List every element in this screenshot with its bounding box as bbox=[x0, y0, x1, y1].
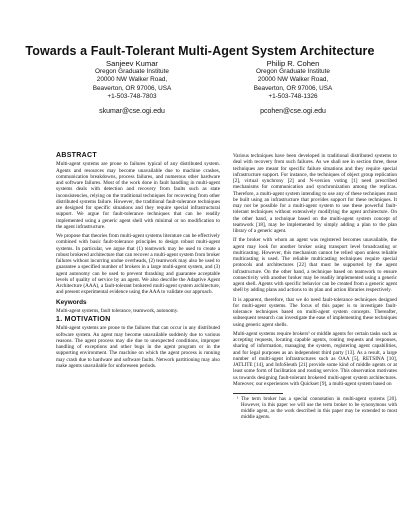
author-city: Beaverton, OR 97006, USA bbox=[92, 84, 172, 92]
author-affiliation: Oregon Graduate Institute bbox=[95, 68, 169, 75]
abstract-paragraph-2: We propose that theories from multi-agent systems literature can be effectively combined with basic fault-tolerance principles to design robust multi-agent systems. In particular, we argue that (1) teamwork may be used to create a robust brokered architecture that can recover a multi-agent system from broker failures without incurring undue overheads, (2) teamwork may also be used to guarantee a specified number of brokers in a large multi-agent system, and (3) agent autonomy can be used to prevent thrashing and guarantee acceptable levels of quality of service by an agent. We also describe the Adaptive Agent Architecture (AAA), a fault-tolerant brokered multi-agent system architecture, and present experimental evidence using the AAA to validate our approach. bbox=[56, 233, 220, 296]
author-affiliation: Oregon Graduate Institute bbox=[256, 68, 330, 75]
author-block-1 bbox=[47, 59, 217, 116]
paper-title: Towards a Fault-Tolerant Multi-Agent System Architecture bbox=[25, 44, 375, 58]
section-1-paragraph-1: Multi-agent systems are prone to the failures that can occur in any distributed software system. An agent may become unavailable suddenly due to various reasons. The agent process may die due to unexpected conditions, improper handling of exceptions and other bugs in the agent program or in the supporting environment. The machine on which the agent process is running may crash due to hardware and software faults. Network partitioning may also make agents unavailable for unforeseen periods. bbox=[56, 325, 220, 369]
footnote-divider bbox=[233, 393, 283, 394]
left-column bbox=[56, 153, 220, 372]
section-1-heading: 1. MOTIVATION bbox=[56, 316, 111, 323]
body-paragraph-1: Various techniques have been developed in traditional distributed systems to deal with recovery from such failures. As we shall see in section three, these techniques are meant for specific failure situations and they require special infrastructure support. For instance, the techniques of object group replication [2], virtual synchrony [2] and N-version voting [1] need prescribed mechanisms for communication and synchronization among the replicas. Therefore, a multi-agent system intending to use any of these techniques must be built using an infrastructure that provides support for these techniques. It may not be possible for a multi-agent system to use these powerful fault-tolerant techniques without extensively modifying the agent architecture. On the other hand, a technique based on the multi-agent system concept of teamwork [18], may be implemented by simply adding a plan to the plan library of a generic agent. bbox=[233, 153, 397, 234]
keywords-heading: Keywords bbox=[56, 298, 87, 306]
author-name: Sanjeev Kumar bbox=[106, 59, 158, 68]
keywords-text: Multi-agent systems, fault tolerance, teamwork, autonomy. bbox=[56, 307, 179, 314]
author-phone: +1-503-748-1326 bbox=[268, 93, 318, 101]
body-paragraph-4: Multi-agent systems require brokers¹ or middle agents for certain tasks such as accepting requests, locating capable agents, routing requests and responses, sharing of information, managing the system, registering agent capabilities, and for legal purposes as an independent third party [13]. As a result, a large number of multi-agent infrastructures such as OAA [5], RETSINA [10], JATLITE [14], and InfoSleuth [21] provide some kind of middle agents or at least some form of facilitation and routing service. This observation motivates us towards designing fault-tolerant brokered multi-agent system architectures. Moreover, our experiences with Quickset [9], a multi-agent system based on bbox=[233, 330, 397, 387]
body-paragraph-3: It is apparent, therefore, that we do need fault-tolerance techniques designed for multi-agent systems. The focus of this paper is to investigate fault-tolerance techniques based on multi-agent system concepts. Thereafter, subsequent research can investigate the ease of implementing these techniques using generic agent shells. bbox=[233, 296, 397, 328]
author-name: Philip R. Cohen bbox=[266, 59, 320, 68]
author-email[interactable]: skumar@cse.ogi.edu bbox=[99, 107, 165, 115]
abstract-paragraph-1: Multi-agent systems are prone to failures typical of any distributed system. Agents and resources may become unavailable due to machine crashes, communication breakdowns, process failures, and numerous other hardware and software failures. Most of the work done in fault handling in multi-agent systems deals with detection and recovery from faults such as state inconsistencies, relying on the traditional techniques for recovering from other distributed systems failure. However, the traditional fault-tolerance techniques are designed for specific situations and they require special infrastructural support. We argue for fault-tolerance techniques that can be readily implemented using a generic agent shell with minimal or no modification to the agent infrastructure. bbox=[56, 161, 220, 230]
footnote: ¹ The term broker has a special connotation in multi-agent systems [20]. However, in this paper we will use the term broker to be synonymous with middle agent, as the work described in this paper may be extended to most middle agents. bbox=[237, 397, 397, 420]
author-block-2 bbox=[208, 59, 378, 116]
right-column bbox=[233, 153, 397, 424]
author-address: 20000 NW Walker Road, bbox=[96, 76, 168, 84]
abstract-heading: ABSTRACT bbox=[56, 152, 97, 159]
author-phone: +1-503-748-7803 bbox=[107, 93, 157, 101]
body-paragraph-2: If the broker with whom an agent was registered becomes unavailable, the agent may look for another broker using transport level broadcasting or multicasting. However, this mechanism cannot be relied upon unless reliable multicasting is used. The reliable multicasting techniques require special protocols and architectures [22] that must be supported by the agent infrastructure. On the other hand, a technique based on teamwork to ensure connectivity with another broker may be readily implemented using a generic agent shell. Agents with specific behavior can be created from a generic agent shell by adding plans and actions to its plan and action libraries respectively. bbox=[233, 237, 397, 294]
author-email[interactable]: pcohen@cse.ogi.edu bbox=[260, 107, 326, 115]
author-address: 20000 NW Walker Road, bbox=[257, 76, 329, 84]
author-city: Beaverton, OR 97006, USA bbox=[253, 84, 333, 92]
